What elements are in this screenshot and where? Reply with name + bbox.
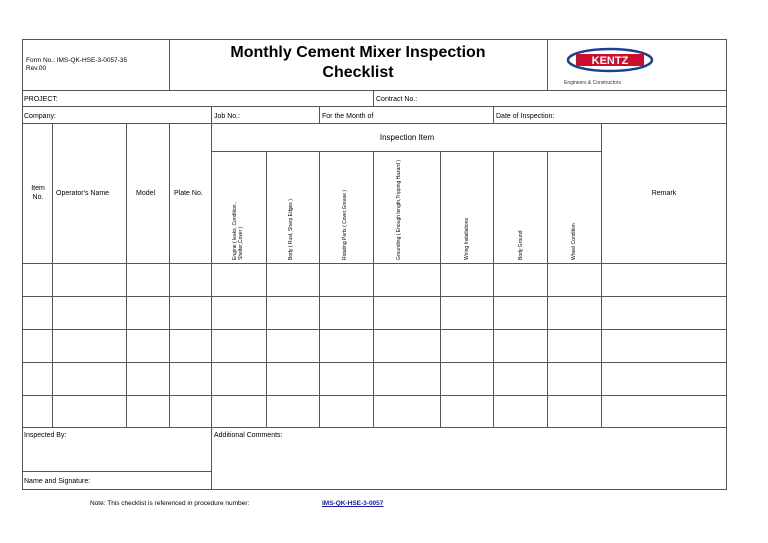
title-line-1: Monthly Cement Mixer Inspection — [230, 44, 486, 61]
col-header-item: Item No. — [31, 185, 45, 201]
grid-line — [601, 123, 602, 427]
inspection-item-body-ground: Body Ground — [518, 230, 524, 260]
grid-line — [373, 151, 374, 427]
title-line-2: Checklist — [322, 64, 394, 81]
kentz-logo — [560, 46, 670, 86]
grid-line — [126, 123, 127, 427]
grid-line — [493, 151, 494, 427]
grid-line — [22, 489, 727, 490]
month-label: For the Month of — [322, 113, 374, 120]
name-signature-label: Name and Signature: — [24, 478, 91, 485]
grid-line — [22, 123, 727, 124]
grid-line — [547, 39, 548, 90]
project-label: PROJECT: — [24, 96, 58, 103]
grid-line — [319, 106, 320, 123]
page-title — [170, 43, 546, 83]
grid-line — [22, 106, 727, 107]
revision-number: Rev.00 — [26, 65, 47, 72]
logo-text: KENTZ — [591, 55, 629, 67]
grid-line — [22, 471, 212, 472]
grid-line — [211, 123, 212, 489]
grid-line — [169, 123, 170, 427]
inspection-item-body: Body ( Rust, Sharp Edges ) — [288, 199, 294, 260]
col-header-remark: Remark — [651, 190, 677, 197]
job-label: Job No.: — [214, 113, 241, 120]
procedure-note: Note: This checklist is referenced in procedure number: — [90, 500, 250, 507]
col-header-plate: Plate No. — [174, 190, 203, 197]
grid-line — [493, 106, 494, 123]
logo-subtitle: Engineers & Constructors — [564, 80, 621, 86]
inspection-item-rotating-parts: Rotating Parts ( Cover,Grease ) — [342, 189, 348, 260]
date-label: Date of Inspection: — [496, 113, 555, 120]
company-label: Company: — [24, 113, 56, 120]
grid-line — [211, 106, 212, 123]
grid-line — [319, 151, 320, 427]
grid-line — [440, 151, 441, 427]
inspection-item-wheel: Wheel Condition — [571, 223, 577, 260]
grid-line — [52, 123, 53, 427]
grid-line — [22, 90, 727, 91]
additional-comments-label: Additional Comments: — [214, 432, 283, 439]
grid-line — [22, 329, 727, 330]
grid-line — [22, 263, 727, 264]
grid-line — [22, 39, 727, 40]
grid-line — [22, 395, 727, 396]
inspected-by-label: Inspected By: — [24, 432, 67, 439]
inspection-group-header: Inspection Item — [379, 133, 435, 142]
procedure-link[interactable]: IMS-QK-HSE-3-0057 — [322, 500, 384, 507]
grid-line — [547, 151, 548, 427]
inspection-item-engine: Engine ( leaks, Condition , Shelter,Cover ) — [232, 201, 244, 260]
grid-line — [22, 427, 727, 428]
grid-line — [169, 39, 170, 90]
grid-line — [22, 362, 727, 363]
contract-label: Contract No.: — [376, 96, 418, 103]
grid-line — [22, 296, 727, 297]
form-number: Form No.: IMS-QK-HSE-3-0057-35 — [26, 57, 128, 64]
inspection-item-wiring: Wiring Installations — [464, 218, 470, 260]
grid-line — [266, 151, 267, 427]
col-header-model: Model — [136, 190, 156, 197]
col-header-operator: Operator's Name — [56, 190, 110, 197]
inspection-item-grounding: Grounding ( Enough length,Tripping Hazard ) — [396, 160, 402, 260]
grid-line — [373, 90, 374, 106]
grid-line — [211, 151, 601, 152]
